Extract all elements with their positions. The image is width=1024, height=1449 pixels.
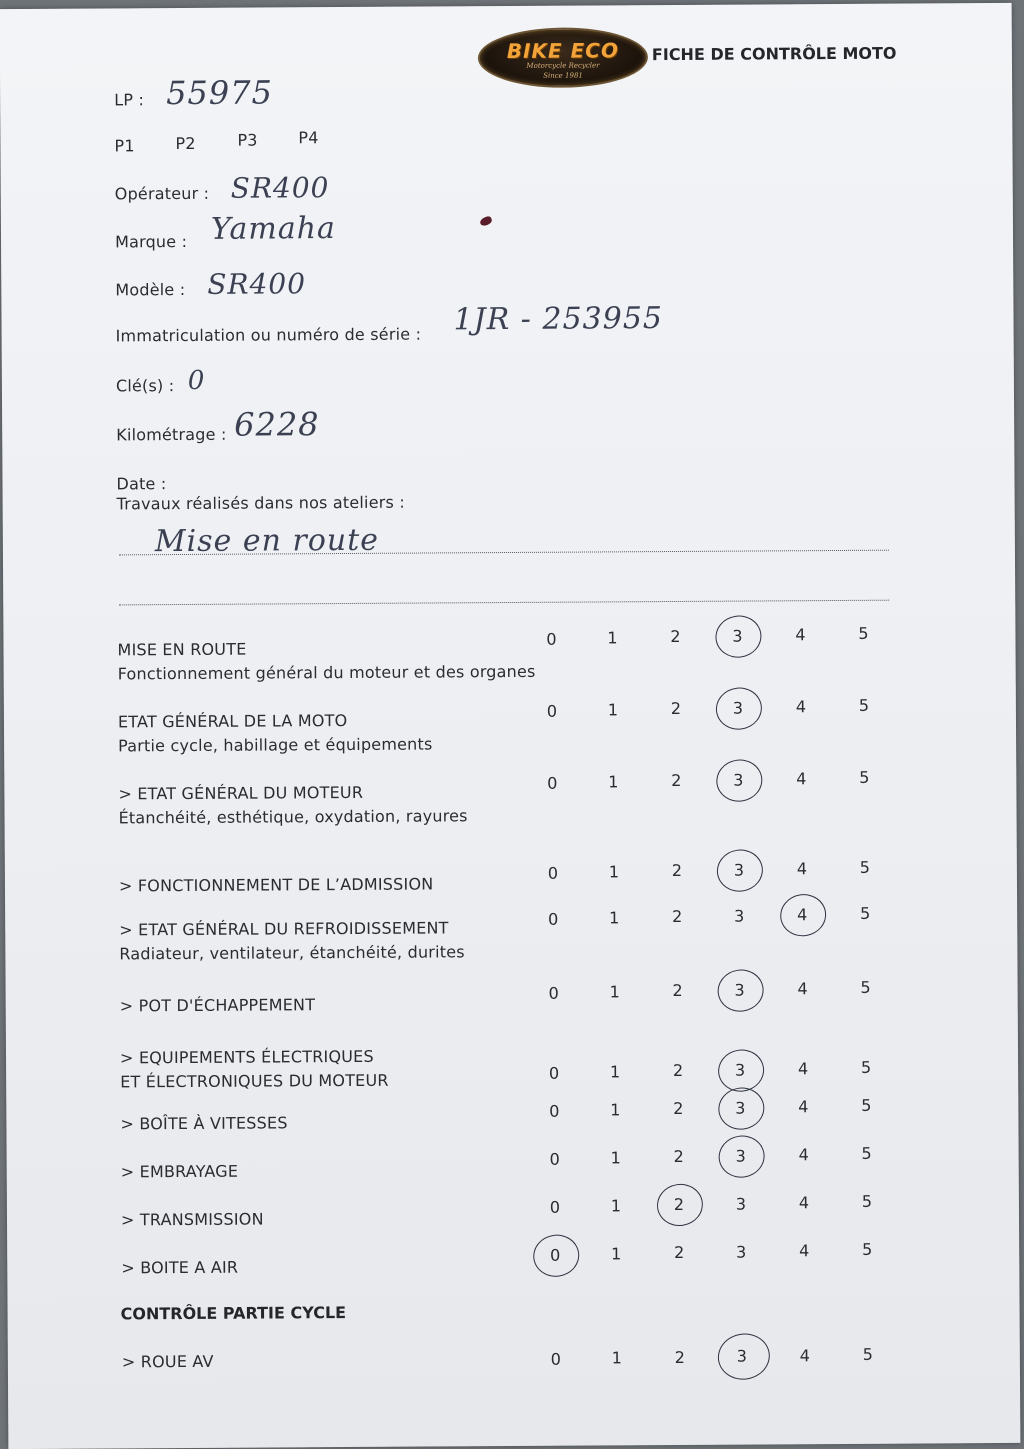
score-3[interactable]: 3 xyxy=(732,626,743,646)
section-partie-cycle-title: CONTRÔLE PARTIE CYCLE xyxy=(120,1303,347,1324)
score-4[interactable]: 4 xyxy=(797,904,808,925)
score-0[interactable]: 0 xyxy=(549,1197,561,1217)
immat-label: Immatriculation ou numéro de série : xyxy=(115,324,422,346)
score-5[interactable]: 5 xyxy=(862,1239,873,1259)
score-4[interactable]: 4 xyxy=(796,858,808,879)
score-0[interactable]: 0 xyxy=(549,1149,560,1169)
score-2[interactable]: 2 xyxy=(674,1347,686,1367)
km-label: Kilométrage : xyxy=(116,424,227,445)
score-2[interactable]: 2 xyxy=(670,627,681,647)
selected-score-circle xyxy=(715,1330,773,1383)
score-3[interactable]: 3 xyxy=(736,1346,748,1366)
score-4[interactable]: 4 xyxy=(798,1144,809,1165)
operateur-label: Opérateur : xyxy=(114,183,210,204)
score-0[interactable]: 0 xyxy=(546,701,558,721)
selected-score-circle xyxy=(714,846,766,894)
marque-label: Marque : xyxy=(114,231,188,252)
score-2[interactable]: 2 xyxy=(671,861,683,881)
check-subtitle: Radiateur, ventilateur, étanchéité, durites xyxy=(119,942,465,964)
score-3[interactable]: 3 xyxy=(733,860,745,880)
score-1[interactable]: 1 xyxy=(608,772,619,792)
check-title: MISE EN ROUTE xyxy=(117,639,247,660)
score-5[interactable]: 5 xyxy=(860,977,871,997)
score-1[interactable]: 1 xyxy=(609,1062,621,1082)
score-2[interactable]: 2 xyxy=(672,981,683,1001)
score-4[interactable]: 4 xyxy=(796,768,807,789)
check-title: > TRANSMISSION xyxy=(120,1209,264,1230)
score-1[interactable]: 1 xyxy=(611,1244,622,1264)
score-0[interactable]: 0 xyxy=(548,909,559,929)
score-0[interactable]: 0 xyxy=(547,863,559,883)
logo-tagline: Motorcycle Recycler xyxy=(526,61,600,70)
score-5[interactable]: 5 xyxy=(858,695,870,715)
check-subtitle: Partie cycle, habillage et équipements xyxy=(118,734,433,756)
operateur-value: SR400 xyxy=(230,171,330,205)
score-5[interactable]: 5 xyxy=(861,1191,873,1211)
travaux-value: Mise en route xyxy=(154,522,380,560)
marque-value: Yamaha xyxy=(210,211,336,247)
score-2[interactable]: 2 xyxy=(673,1195,685,1215)
selected-score-circle xyxy=(715,966,767,1014)
check-subtitle: Fonctionnement général du moteur et des organes xyxy=(117,661,536,684)
position-p3: P3 xyxy=(237,130,258,150)
score-4[interactable]: 4 xyxy=(795,624,806,645)
score-4[interactable]: 4 xyxy=(798,1096,809,1117)
modele-label: Modèle : xyxy=(115,279,186,300)
check-title: ETAT GÉNÉRAL DE LA MOTO xyxy=(117,710,348,732)
selected-score-circle xyxy=(714,756,766,804)
score-3[interactable]: 3 xyxy=(734,906,745,926)
selected-score-circle xyxy=(713,684,765,732)
score-3[interactable]: 3 xyxy=(733,770,744,790)
score-3[interactable]: 3 xyxy=(735,1146,746,1166)
score-0[interactable]: 0 xyxy=(547,773,558,793)
score-5[interactable]: 5 xyxy=(862,1344,873,1364)
score-5[interactable]: 5 xyxy=(860,1057,872,1077)
score-4[interactable]: 4 xyxy=(795,696,807,717)
score-1[interactable]: 1 xyxy=(611,1348,623,1368)
score-5[interactable]: 5 xyxy=(861,1143,872,1163)
score-3[interactable]: 3 xyxy=(735,1098,746,1118)
logo-text: BIKE ECO xyxy=(506,38,620,64)
score-5[interactable]: 5 xyxy=(859,767,870,787)
ink-blot xyxy=(479,215,493,227)
score-1[interactable]: 1 xyxy=(609,908,620,928)
check-subtitle: ET ÉLECTRONIQUES DU MOTEUR xyxy=(120,1070,389,1092)
score-3[interactable]: 3 xyxy=(736,1242,747,1262)
selected-score-circle xyxy=(716,1132,768,1180)
score-3[interactable]: 3 xyxy=(732,698,744,718)
check-title: > BOITE A AIR xyxy=(121,1257,239,1278)
lp-value: 55975 xyxy=(166,73,274,113)
score-4[interactable]: 4 xyxy=(799,1240,810,1261)
score-0[interactable]: 0 xyxy=(546,629,557,649)
score-4[interactable]: 4 xyxy=(797,978,808,999)
score-2[interactable]: 2 xyxy=(671,771,682,791)
score-3[interactable]: 3 xyxy=(734,980,745,1000)
score-1[interactable]: 1 xyxy=(610,1196,622,1216)
modele-value: SR400 xyxy=(207,267,307,301)
score-5[interactable]: 5 xyxy=(861,1095,872,1115)
score-5[interactable]: 5 xyxy=(859,857,871,877)
selected-score-circle xyxy=(654,1181,706,1229)
check-title: > ROUE AV xyxy=(121,1351,214,1372)
selected-score-circle xyxy=(716,1084,768,1132)
bike-eco-logo xyxy=(478,27,648,88)
check-subtitle: Étanchéité, esthétique, oxydation, rayures xyxy=(118,806,468,828)
check-title: > ETAT GÉNÉRAL DU MOTEUR xyxy=(118,782,364,804)
score-5[interactable]: 5 xyxy=(858,623,869,643)
selected-score-circle xyxy=(530,1232,582,1280)
score-1[interactable]: 1 xyxy=(607,700,619,720)
lp-label: LP : xyxy=(114,90,145,110)
score-4[interactable]: 4 xyxy=(798,1192,810,1213)
logo-since: Since 1981 xyxy=(543,71,583,80)
score-1[interactable]: 1 xyxy=(607,628,618,648)
score-1[interactable]: 1 xyxy=(609,982,620,1002)
selected-score-circle xyxy=(777,891,829,939)
check-title: > POT D'ÉCHAPPEMENT xyxy=(119,995,316,1016)
position-p4: P4 xyxy=(298,128,319,148)
travaux-line-2 xyxy=(119,600,889,606)
check-title: > FONCTIONNEMENT DE L’ADMISSION xyxy=(118,874,434,896)
score-2[interactable]: 2 xyxy=(673,1099,684,1119)
check-title: > EQUIPEMENTS ÉLECTRIQUES xyxy=(119,1046,374,1068)
score-2[interactable]: 2 xyxy=(672,1061,684,1081)
score-4[interactable]: 4 xyxy=(797,1058,809,1079)
score-2[interactable]: 2 xyxy=(674,1243,685,1263)
score-3[interactable]: 3 xyxy=(734,1060,746,1080)
score-0[interactable]: 0 xyxy=(548,983,559,1003)
score-0[interactable]: 0 xyxy=(548,1063,560,1083)
score-1[interactable]: 1 xyxy=(610,1148,621,1168)
score-0[interactable]: 0 xyxy=(550,1245,561,1265)
cles-value: 0 xyxy=(187,365,206,396)
position-p2: P2 xyxy=(175,133,196,154)
check-title: > EMBRAYAGE xyxy=(120,1161,239,1182)
cles-label: Clé(s) : xyxy=(115,376,175,396)
score-2[interactable]: 2 xyxy=(673,1147,684,1167)
score-1[interactable]: 1 xyxy=(610,1100,621,1120)
date-label: Date : xyxy=(116,474,167,494)
immat-value: 1JR - 253955 xyxy=(453,301,664,338)
score-0[interactable]: 0 xyxy=(550,1349,562,1369)
score-3[interactable]: 3 xyxy=(735,1194,747,1214)
km-value: 6228 xyxy=(234,405,320,444)
score-4[interactable]: 4 xyxy=(799,1345,811,1365)
position-p1: P1 xyxy=(114,136,135,156)
check-title: > ETAT GÉNÉRAL DU REFROIDISSEMENT xyxy=(119,918,449,940)
score-1[interactable]: 1 xyxy=(608,862,620,882)
score-2[interactable]: 2 xyxy=(672,907,683,927)
score-0[interactable]: 0 xyxy=(549,1101,560,1121)
score-2[interactable]: 2 xyxy=(670,699,682,719)
control-sheet xyxy=(0,3,1020,1449)
score-5[interactable]: 5 xyxy=(859,903,871,923)
selected-score-circle xyxy=(713,612,765,660)
travaux-label: Travaux réalisés dans nos ateliers : xyxy=(116,492,405,514)
check-title: > BOÎTE À VITESSES xyxy=(120,1113,288,1134)
document-title: FICHE DE CONTRÔLE MOTO xyxy=(651,43,897,65)
